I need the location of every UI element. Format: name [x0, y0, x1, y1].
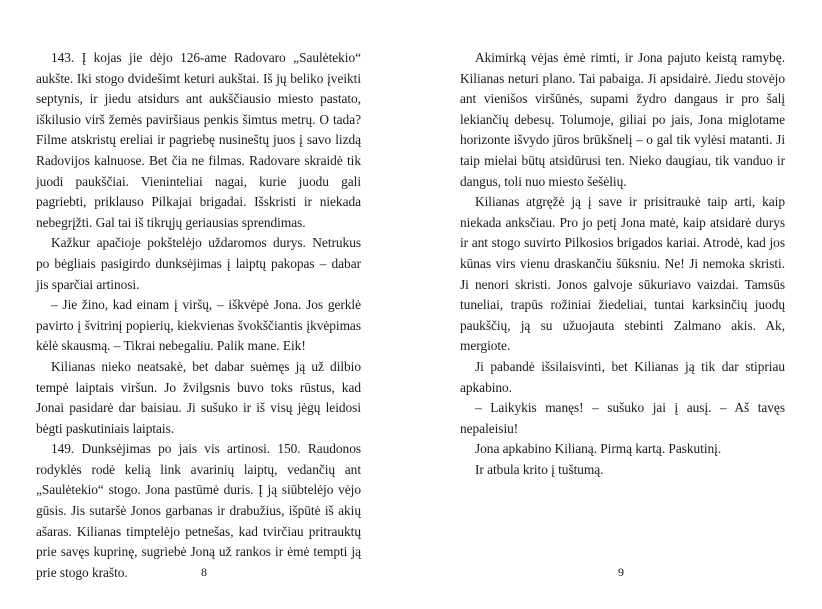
paragraph: 149. Dunksėjimas po jais vis artinosi. 150. Raudonos rodyklės rodė kelią link avarinių laiptų, vedančių ant „Saulėtekio“ stogo. Jona pastūmė duris. Į ją siūbtelėjo vėjo gūsis. Jis sutaršė Jonos garbanas ir drabužius, išpūtė iš akių ašaras. Kilianas timptelėjo petnešas, kad tvirčiau pritrauktų prie savęs kuprinę, sugriebė Joną už rankos ir ėmė tempti ją prie stogo krašto.: [36, 441, 361, 580]
paragraph: Ir atbula krito į tuštumą.: [475, 461, 604, 477]
page-number-right: 9: [618, 565, 624, 579]
paragraph: Kilianas nieko neatsakė, bet dabar suėmęs ją už dilbio tempė laiptais viršun. Jo žvilgsnis buvo toks rūstus, kad Jonai pasidarė dar baisiau. Ji sušuko ir iš visų jėgų leidosi bėgti paskutiniais laiptais.: [36, 358, 361, 436]
paragraph: Ji pabandė išsilaisvinti, bet Kilianas ją tik dar stipriau apkabino.: [460, 358, 785, 395]
paragraph: Akimirką vėjas ėmė rimti, ir Jona pajuto keistą ramybę. Kilianas neturi plano. Tai pabaiga. Ji apsidairė. Jiedu stovėjo ant vienišos viršūnės, supami žydro dangaus ir pro šalį lekiančių debesų. Tolumoje, giliai po jais, Jona miglotame horizonte išvydo jūros brūkšnelį – o gal tik vylėsi matanti. Ji taip mielai būtų atsidūrusi ten. Nieko daugiau, tik vanduo ir dangus, toli nuo miesto šešėlių.: [460, 50, 785, 189]
paragraph: Jona apkabino Kilianą. Pirmą kartą. Paskutinį.: [475, 441, 722, 457]
paragraph: Kažkur apačioje pokštelėjo uždaromos durys. Netrukus po bėgliais pasigirdo dunksėjimas į laiptų pakopas – dabar jis sparčiai artinosi.: [36, 235, 361, 292]
paragraph: 143. Į kojas jie dėjo 126-ame Radovaro „Saulėtekio“ aukšte. Iki stogo dvidešimt keturi aukštai. Iš jų beliko įveikti septynis, ir jiedu atsidurs ant aukščiausio miesto pastato, iškilusio virš žemės paviršiaus penkis šimtus metrų. O tada? Filme atskristų ereliai ir pagriebę nusineštų juos į savo lizdą Radovijos kalnuose. Bet čia ne filmas. Radovare skraidė tik juodi paukščiai. Vieninteliai nagai, kurie juodu gali pagriebti, priklauso Pilkajai brigadai. Išskristi ir niekada nebegrįžti. Gal tai iš tikrųjų geriausias sprendimas.: [36, 50, 361, 230]
paragraph: – Laikykis manęs! – sušuko jai į ausį. – Aš tavęs nepaleisiu!: [460, 400, 785, 436]
paragraph: Kilianas atgręžė ją į save ir prisitraukė taip arti, kaip niekada anksčiau. Pro jo petį Jona matė, kaip atsidarė durys ir ant stogo suvirto Pilkosios brigados kariai. Atrodė, kad jos kūnas virs vienu draskančiu šūksniu. Ne! Ji nemoka skristi. Ji nenori skristi. Jonos galvoje sūkuriavo vaizdai. Tamsūs tuneliai, trapūs rožiniai žiedeliai, tuntai karksinčių juodų paukščių, ją su užuojauta stebinti Zalmano akis. Ak, mergiote.: [460, 194, 785, 354]
paragraph: – Jie žino, kad einam į viršų, – iškvėpė Jona. Jos gerklė pavirto į švitrinį popierių, kiekvienas švokščiantis įkvėpimas kėlė skausmą. – Tikrai nebegaliu. Palik mane. Eik!: [36, 297, 361, 354]
page-number-left: 8: [201, 565, 207, 579]
right-page-text: [460, 48, 785, 480]
left-page-text: [36, 48, 361, 583]
